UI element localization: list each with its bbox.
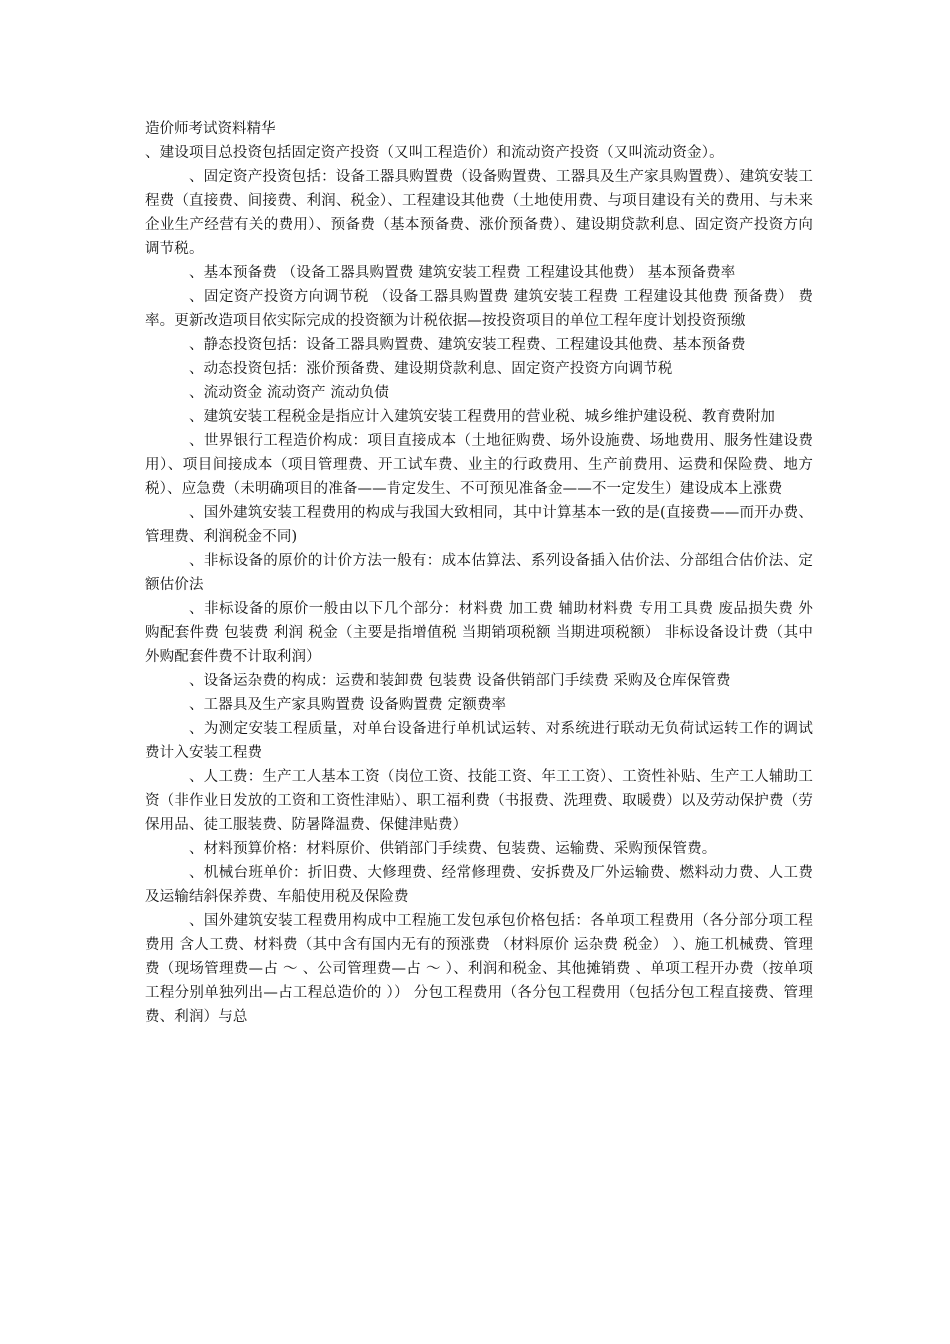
paragraph-19: 、国外建筑安装工程费用构成中工程施工发包承包价格包括：各单项工程费用（各分部分项工程费用 含人工费、材料费（其中含有国内无有的预涨费 （材料原价 运杂费 税金） ）、施工机械费、管理费（现场管理费—占 ～ 、公司管理费—占 ～ ）、利润和税金、其他摊销费 、单项工程开办费（按单项工程分别单独列出—占工程总造价的 ）） 分包工程费用（各分包工程费用（包括分包工程直接费、管理费、利润）与总 xyxy=(145,913,813,1025)
paragraph-12: 、非标设备的原价一般由以下几个部分：材料费 加工费 辅助材料费 专用工具费 废品损失费 外购配套件费 包装费 利润 税金（主要是指增值税 当期销项税额 当期进项税额） 非标设备设计费（其中外购配套件费不计取利润） xyxy=(145,601,813,665)
paragraph-1: 、建设项目总投资包括固定资产投资（又叫工程造价）和流动资产投资（又叫流动资金）。 xyxy=(145,145,724,161)
paragraph-4: 、固定资产投资方向调节税 （设备工器具购置费 建筑安装工程费 工程建设其他费 预备费） 费率。更新改造项目依实际完成的投资额为计税依据—按投资项目的单位工程年度计划投资预缴 xyxy=(145,289,813,329)
paragraph-2: 、固定资产投资包括：设备工器具购置费（设备购置费、工器具及生产家具购置费）、建筑安装工程费（直接费、间接费、利润、税金）、工程建设其他费（土地使用费、与项目建设有关的费用、与未来企业生产经营有关的费用）、预备费（基本预备费、涨价预备费）、建设期贷款利息、固定资产投资方向调节税。 xyxy=(145,169,813,257)
document-title: 造价师考试资料精华 xyxy=(145,121,276,137)
paragraph-7: 、流动资金 流动资产 流动负债 xyxy=(189,385,389,401)
paragraph-14: 、工器具及生产家具购置费 设备购置费 定额费率 xyxy=(189,697,507,713)
paragraph-17: 、材料预算价格：材料原价、供销部门手续费、包装费、运输费、采购预保管费。 xyxy=(189,841,717,857)
paragraph-6: 、动态投资包括：涨价预备费、建设期贷款利息、固定资产投资方向调节税 xyxy=(189,361,673,377)
paragraph-3: 、基本预备费 （设备工器具购置费 建筑安装工程费 工程建设其他费） 基本预备费率 xyxy=(189,265,736,281)
paragraph-9: 、世界银行工程造价构成：项目直接成本（土地征购费、场外设施费、场地费用、服务性建设费用）、项目间接成本（项目管理费、开工试车费、业主的行政费用、生产前费用、运费和保险费、地方税）、应急费（未明确项目的准备——肯定发生、不可预见准备金——不一定发生）建设成本上涨费 xyxy=(145,433,813,497)
paragraph-15: 、为测定安装工程质量，对单台设备进行单机试运转、对系统进行联动无负荷试运转工作的调试费计入安装工程费 xyxy=(145,721,813,761)
paragraph-10: 、国外建筑安装工程费用的构成与我国大致相同，其中计算基本一致的是(直接费——而开办费、管理费、利润税金不同) xyxy=(145,505,813,545)
document-page xyxy=(145,117,813,1029)
paragraph-8: 、建筑安装工程税金是指应计入建筑安装工程费用的营业税、城乡维护建设税、教育费附加 xyxy=(189,409,775,425)
paragraph-18: 、机械台班单价：折旧费、大修理费、经常修理费、安拆费及厂外运输费、燃料动力费、人工费及运输结斜保养费、车船使用税及保险费 xyxy=(145,865,813,905)
paragraph-5: 、静态投资包括：设备工器具购置费、建筑安装工程费、工程建设其他费、基本预备费 xyxy=(189,337,746,353)
paragraph-16: 、人工费：生产工人基本工资（岗位工资、技能工资、年工工资）、工资性补贴、生产工人辅助工资（非作业日发放的工资和工资性津贴）、职工福利费（书报费、洗理费、取暖费）以及劳动保护费（劳保用品、徒工服装费、防暑降温费、保健津贴费） xyxy=(145,769,813,833)
paragraph-11: 、非标设备的原价的计价方法一般有：成本估算法、系列设备插入估价法、分部组合估价法、定额估价法 xyxy=(145,553,813,593)
paragraph-13: 、设备运杂费的构成：运费和装卸费 包装费 设备供销部门手续费 采购及仓库保管费 xyxy=(189,673,731,689)
